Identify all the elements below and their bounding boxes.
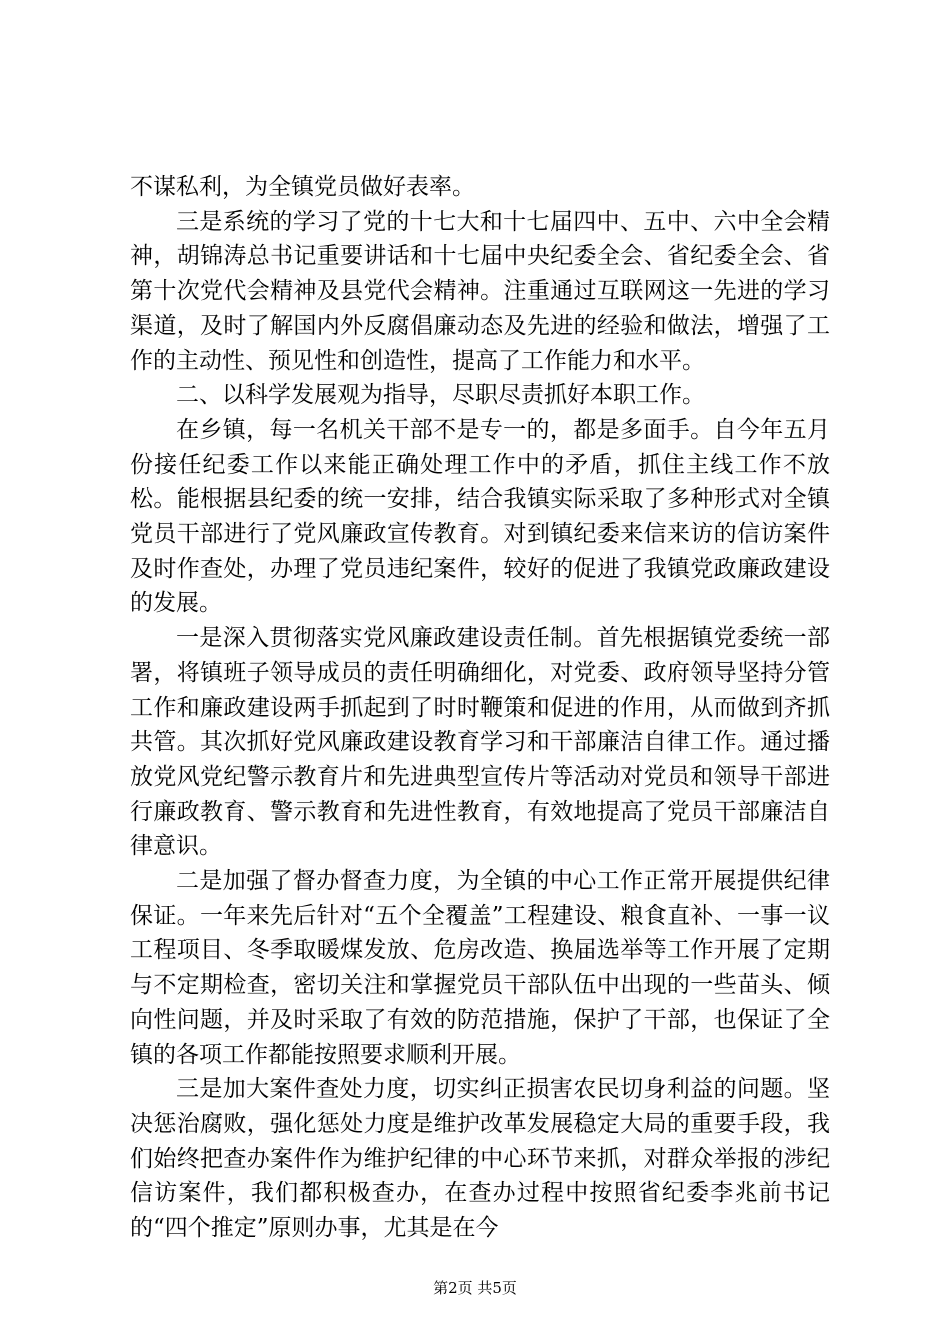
paragraph-study: 三是系统的学习了党的十七大和十七届四中、五中、六中全会精神，胡锦涛总书记重要讲话和十七届中央纪委全会、省纪委全会、省第十次党代会精神及县党代会精神。注重通过互联网这一先进的学习渠道，及时了解国内外反腐倡廉动态及先进的经验和做法，增强了工作的主动性、预见性和创造性，提高了工作能力和水平。 — [130, 208, 830, 374]
page-number-footer: 第2页 共5页 — [433, 1279, 517, 1297]
paragraph-continuation: 不谋私利，为全镇党员做好表率。 — [130, 174, 475, 200]
paragraph-supervision: 二是加强了督办督查力度，为全镇的中心工作正常开展提供纪律保证。一年来先后针对“五个全覆盖”工程建设、粮食直补、一事一议工程项目、冬季取暖煤发放、危房改造、换届选举等工作开展了定期与不定期检查，密切关注和掌握党员干部队伍中出现的一些苗头、倾向性问题，并及时采取了有效的防范措施，保护了干部，也保证了全镇的各项工作都能按照要求顺利开展。 — [130, 868, 830, 1068]
document-body — [130, 170, 830, 1246]
section-heading: 二、以科学发展观为指导，尽职尽责抓好本职工作。 — [176, 382, 705, 409]
paragraph-cases: 三是加大案件查处力度，切实纠正损害农民切身利益的问题。坚决惩治腐败，强化惩处力度是维护改革发展稳定大局的重要手段，我们始终把查办案件作为维护纪律的中心环节来抓，对群众举报的涉纪信访案件，我们都积极查办，在查办过程中按照省纪委李兆前书记的“四个推定”原则办事，尤其是在今 — [130, 1076, 830, 1242]
paragraph-responsibility: 一是深入贯彻落实党风廉政建设责任制。首先根据镇党委统一部署，将镇班子领导成员的责任明确细化，对党委、政府领导坚持分管工作和廉政建设两手抓起到了时时鞭策和促进的作用，从而做到齐抓共管。其次抓好党风廉政建设教育学习和干部廉洁自律工作。通过播放党风党纪警示教育片和先进典型宣传片等活动对党员和领导干部进行廉政教育、警示教育和先进性教育，有效地提高了党员干部廉洁自律意识。 — [130, 625, 830, 860]
paragraph-work: 在乡镇，每一名机关干部不是专一的，都是多面手。自今年五月份接任纪委工作以来能正确处理工作中的矛盾，抓住主线工作不放松。能根据县纪委的统一安排，结合我镇实际采取了多种形式对全镇党员干部进行了党风廉政宣传教育。对到镇纪委来信来访的信访案件及时作查处，办理了党员违纪案件，较好的促进了我镇党政廉政建设的发展。 — [130, 416, 830, 617]
